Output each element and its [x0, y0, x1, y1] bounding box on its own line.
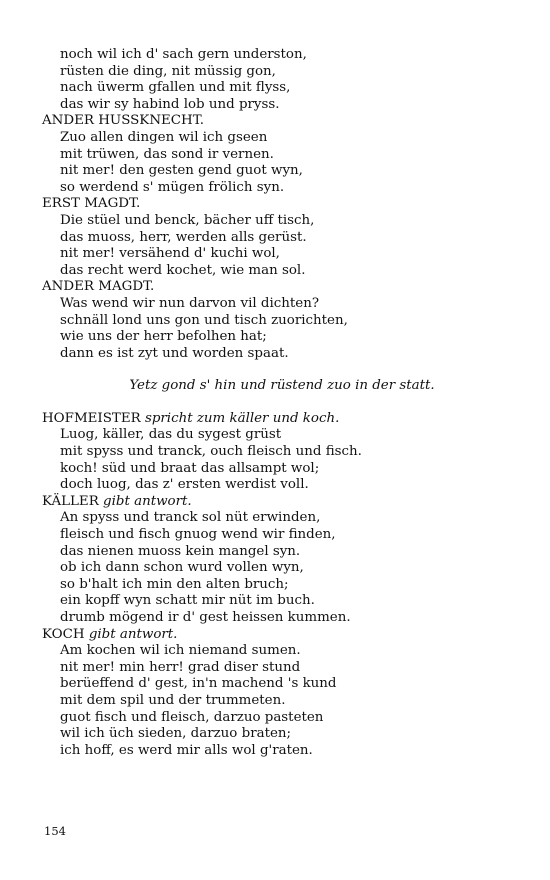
verse-line: mit spyss und tranck, ouch fleisch und fisch.	[60, 444, 362, 460]
verse-line: ob ich dann schon wurd vollen wyn,	[60, 560, 304, 576]
stage-direction: Yetz gond s' hin und rüstend zuo in der statt.	[129, 378, 435, 394]
verse-line: dann es ist zyt und worden spaat.	[60, 345, 289, 361]
speaker-heading	[42, 196, 512, 213]
verse-line: doch luog, das z' ersten werdist voll.	[60, 477, 309, 493]
speaker-direction: spricht zum käller und koch.	[144, 410, 340, 426]
verse-line: fleisch und fisch gnuog wend wir finden,	[60, 527, 336, 543]
verse-line: das wir sy habind lob und pryss.	[60, 96, 280, 112]
speaker-name: KOCH	[42, 626, 85, 642]
speaker-heading	[42, 494, 512, 511]
verse-line: so werdend s' mügen frölich syn.	[60, 179, 285, 195]
verse-line: koch! süd und braat das allsampt wol;	[60, 460, 320, 476]
speaker-heading	[42, 279, 512, 296]
verse-line: mit dem spil und der trummeten.	[60, 692, 286, 708]
speaker-direction: gibt antwort.	[88, 626, 178, 642]
spacer	[42, 395, 512, 411]
verse-line: Zuo allen dingen wil ich gseen	[60, 129, 268, 145]
verse-line: das nienen muoss kein mangel syn.	[60, 543, 301, 559]
verse-line: drumb mögend ir d' gest heissen kummen.	[60, 610, 351, 625]
speaker-heading	[42, 627, 512, 644]
verse-line: wie uns der herr befolhen hat;	[60, 329, 267, 345]
speaker-heading	[42, 113, 512, 130]
verse-line: berüeffend d' gest, in'n machend 's kund	[60, 676, 337, 692]
speaker-name: HOFMEISTER	[42, 410, 141, 426]
verse-line: Was wend wir nun darvon vil dichten?	[60, 295, 320, 311]
speaker-name: ANDER MAGDT.	[42, 279, 155, 295]
verse-line: schnäll lond uns gon und tisch zuorichten,	[60, 312, 348, 328]
speaker-name: ERST MAGDT.	[42, 196, 141, 212]
verse-line: ich hoff, es werd mir alls wol g'raten.	[60, 742, 313, 758]
speaker-name: KÄLLER	[42, 493, 99, 509]
verse-line: nit mer! versähend d' kuchi wol,	[60, 246, 280, 262]
verse-line: nach üwerm gfallen und mit flyss,	[60, 80, 291, 96]
verse-line: nit mer! min herr! grad diser stund	[60, 659, 301, 675]
verse-line: das recht werd kochet, wie man sol.	[60, 262, 306, 278]
verse-line: Die stüel und benck, bächer uff tisch,	[60, 212, 315, 228]
verse-line: wil ich üch sieden, darzuo braten;	[60, 726, 292, 742]
verse-line: Luog, käller, das du sygest grüst	[60, 427, 282, 443]
speaker-name: ANDER HUSSKNECHT.	[42, 113, 204, 129]
verse-line: An spyss und tranck sol nüt erwinden,	[60, 510, 321, 526]
verse-line: nit mer! den gesten gend guot wyn,	[60, 163, 303, 179]
verse-line: das muoss, herr, werden alls gerüst.	[60, 229, 307, 245]
speaker-direction: gibt antwort.	[103, 493, 192, 509]
speaker-heading	[42, 411, 512, 428]
verse-line: ein kopff wyn schatt mir nüt im buch.	[60, 593, 315, 609]
verse-line: guot fisch und fleisch, darzuo pasteten	[60, 709, 324, 725]
verse-line: noch wil ich d' sach gern underston,	[60, 47, 307, 62]
verse-line: mit trüwen, das sond ir vernen.	[60, 146, 274, 162]
play-text	[42, 47, 512, 759]
verse-line: rüsten die ding, nit müssig gon,	[60, 63, 276, 79]
verse-line: so b'halt ich min den alten bruch;	[60, 576, 289, 592]
page-number: 154	[44, 824, 66, 838]
verse-line: Am kochen wil ich niemand sumen.	[60, 643, 301, 659]
spacer	[42, 362, 512, 378]
